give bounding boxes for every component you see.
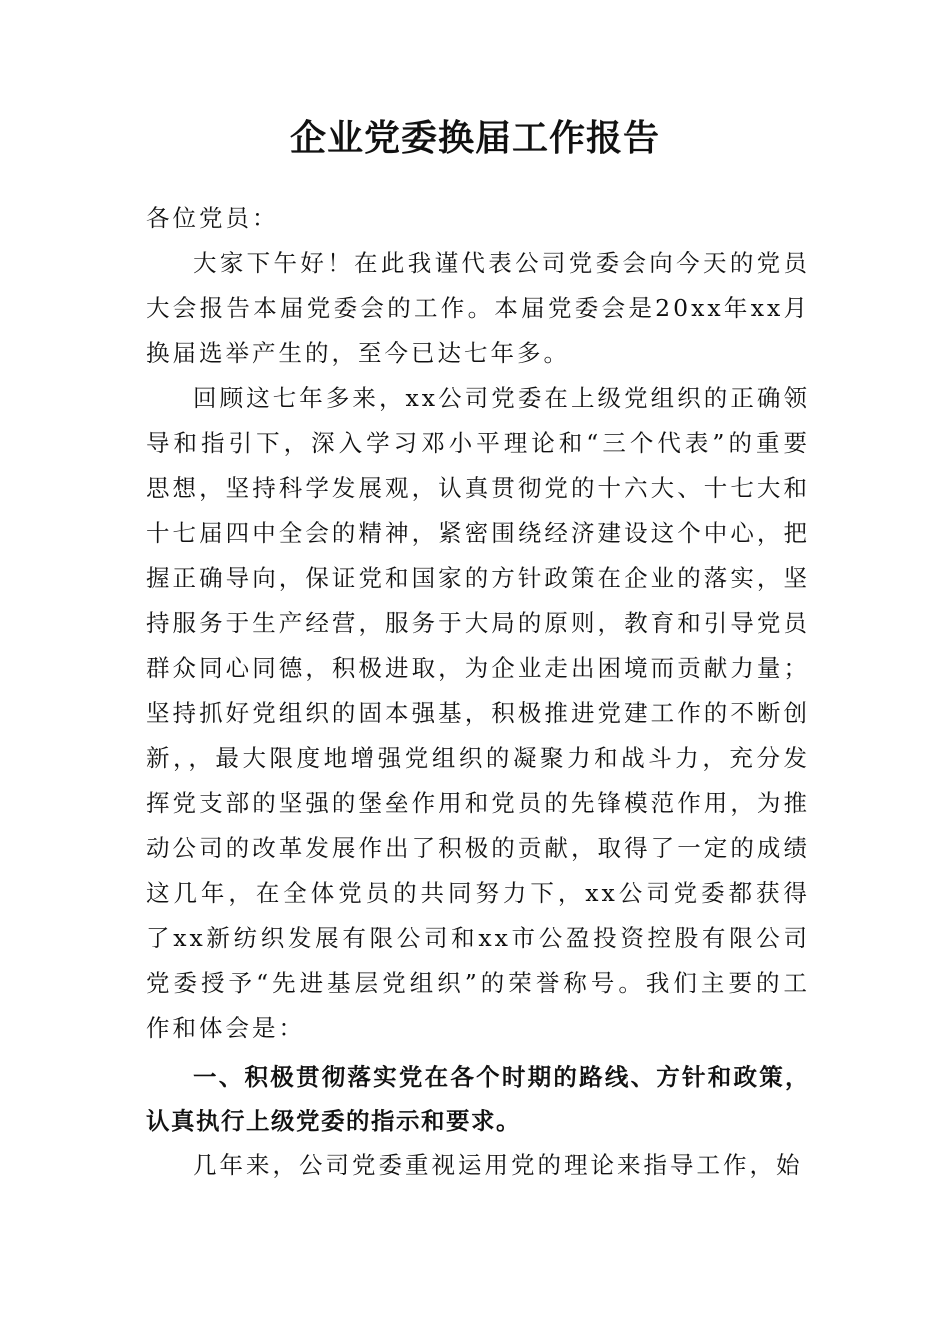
document-body <box>146 196 810 1188</box>
salutation: 各位党员： <box>146 204 279 232</box>
paragraph-review: 回顾这七年多来，xx公司党委在上级党组织的正确领导和指引下，深入学习邓小平理论和“三个代表”的重要思想，坚持科学发展观，认真贯彻党的十六大、十七大和十七届四中全会的精神，紧密围绕经济建设这个中心，把握正确导向，保证党和国家的方针政策在企业的落实，坚持服务于生产经营，服务于大局的原则，教育和引导党员群众同心同德，积极进取，为企业走出困境而贡献力量；坚持抓好党组织的固本强基，积极推进党建工作的不断创新，，最大限度地增强党组织的凝聚力和战斗力，充分发挥党支部的坚强的堡垒作用和党员的先锋模范作用，为推动公司的改革发展作出了积极的贡献，取得了一定的成绩这几年，在全体党员的共同努力下，xx公司党委都获得了xx新纺织发展有限公司和xx市公盈投资控股有限公司党委授予“先进基层党组织”的荣誉称号。我们主要的工作和体会是： <box>146 384 810 1042</box>
paragraph-opening: 大家下午好！在此我谨代表公司党委会向今天的党员大会报告本届党委会的工作。本届党委会是20xx年xx月换届选举产生的，至今已达七年多。 <box>146 249 810 367</box>
document-title: 企业党委换届工作报告 <box>289 117 660 159</box>
paragraph-section-1: 几年来，公司党委重视运用党的理论来指导工作，始 <box>193 1151 803 1179</box>
section-heading-1: 一、积极贯彻落实党在各个时期的路线、方针和政策，认真执行上级党委的指示和要求。 <box>146 1063 810 1135</box>
